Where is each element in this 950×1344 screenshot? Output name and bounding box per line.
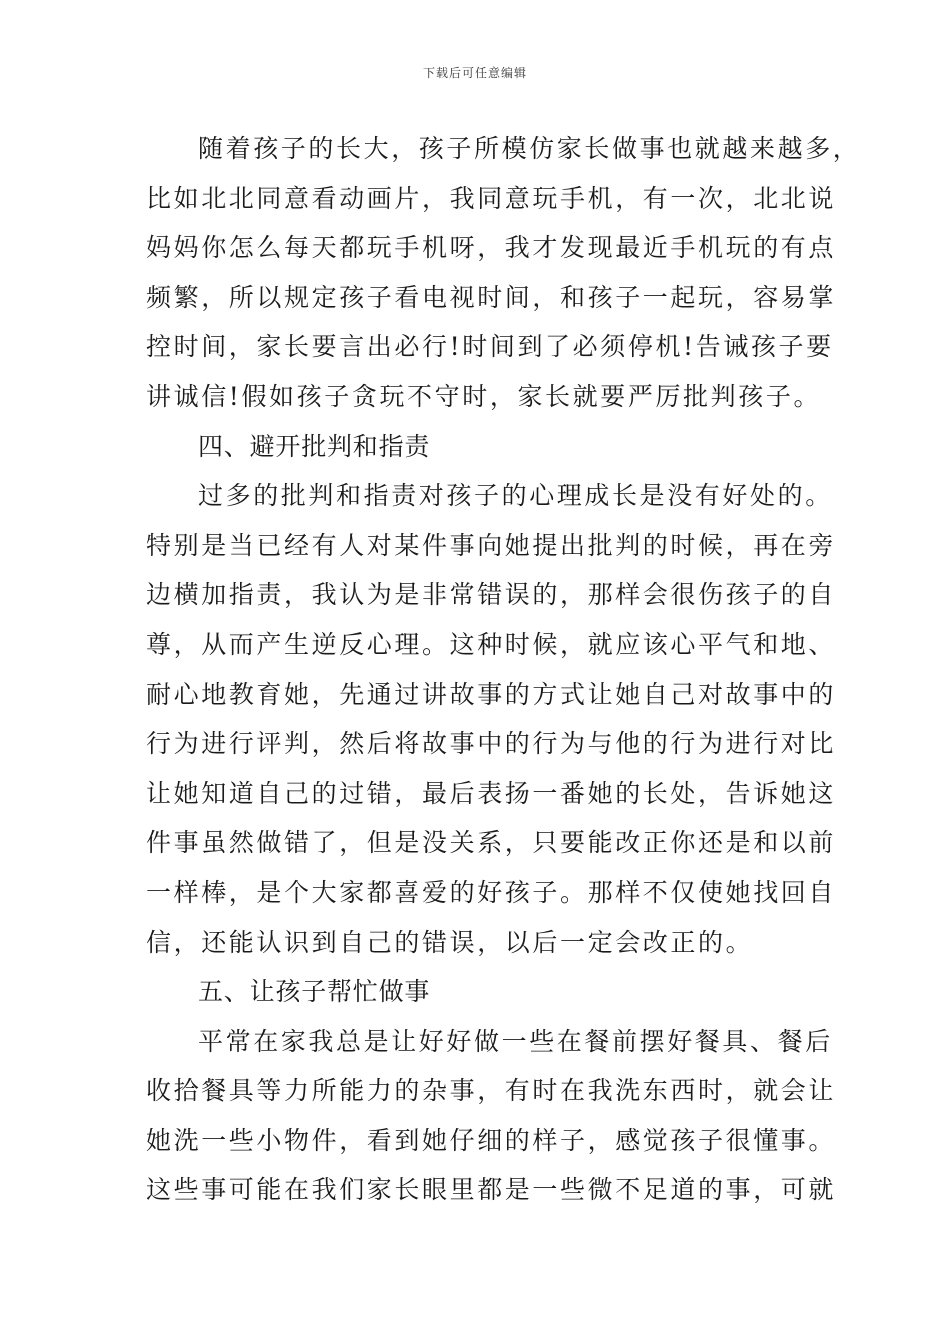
paragraph-line: 比如北北同意看动画片，我同意玩手机，有一次，北北说 xyxy=(146,183,837,213)
document-body xyxy=(146,124,861,1215)
paragraph-line: 讲诚信!假如孩子贪玩不守时，家长就要严厉批判孩子。 xyxy=(146,381,822,411)
header-note: 下载后可任意编辑 xyxy=(422,66,527,80)
paragraph-line: 尊，从而产生逆反心理。这种时候，就应该心平气和地、 xyxy=(146,629,837,659)
paragraph-line: 件事虽然做错了，但是没关系，只要能改正你还是和以前 xyxy=(146,828,837,858)
paragraph-line: 随着孩子的长大，孩子所模仿家长做事也就越来越多， xyxy=(198,134,861,163)
paragraph-line: 耐心地教育她，先通过讲故事的方式让她自己对故事中的 xyxy=(146,679,837,709)
paragraph-line: 行为进行评判，然后将故事中的行为与他的行为进行对比 xyxy=(146,729,837,759)
section-heading: 五、让孩子帮忙做事 xyxy=(198,977,431,1007)
paragraph-line: 信，还能认识到自己的错误，以后一定会改正的。 xyxy=(146,927,754,957)
paragraph-line: 控时间，家长要言出必行!时间到了必须停机!告诫孩子要 xyxy=(146,332,834,362)
paragraph-line: 特别是当已经有人对某件事向她提出批判的时候，再在旁 xyxy=(146,530,837,560)
section-heading: 四、避开批判和指责 xyxy=(198,431,431,461)
paragraph-line: 妈妈你怎么每天都玩手机呀，我才发现最近手机玩的有点 xyxy=(146,233,837,263)
paragraph-line: 让她知道自己的过错，最后表扬一番她的长处，告诉她这 xyxy=(146,778,837,808)
paragraph-line: 她洗一些小物件，看到她仔细的样子，感觉孩子很懂事。 xyxy=(146,1125,837,1155)
paragraph-line: 收拾餐具等力所能力的杂事，有时在我洗东西时，就会让 xyxy=(146,1076,837,1106)
paragraph-line: 边横加指责，我认为是非常错误的，那样会很伤孩子的自 xyxy=(146,580,837,610)
paragraph-line: 一样棒，是个大家都喜爱的好孩子。那样不仅使她找回自 xyxy=(146,877,837,907)
paragraph-line: 平常在家我总是让好好做一些在餐前摆好餐具、餐后 xyxy=(198,1026,833,1056)
paragraph-line: 这些事可能在我们家长眼里都是一些微不足道的事，可就 xyxy=(146,1175,837,1205)
paragraph-line: 频繁，所以规定孩子看电视时间，和孩子一起玩，容易掌 xyxy=(146,282,837,312)
paragraph-line: 过多的批判和指责对孩子的心理成长是没有好处的。 xyxy=(198,481,833,511)
